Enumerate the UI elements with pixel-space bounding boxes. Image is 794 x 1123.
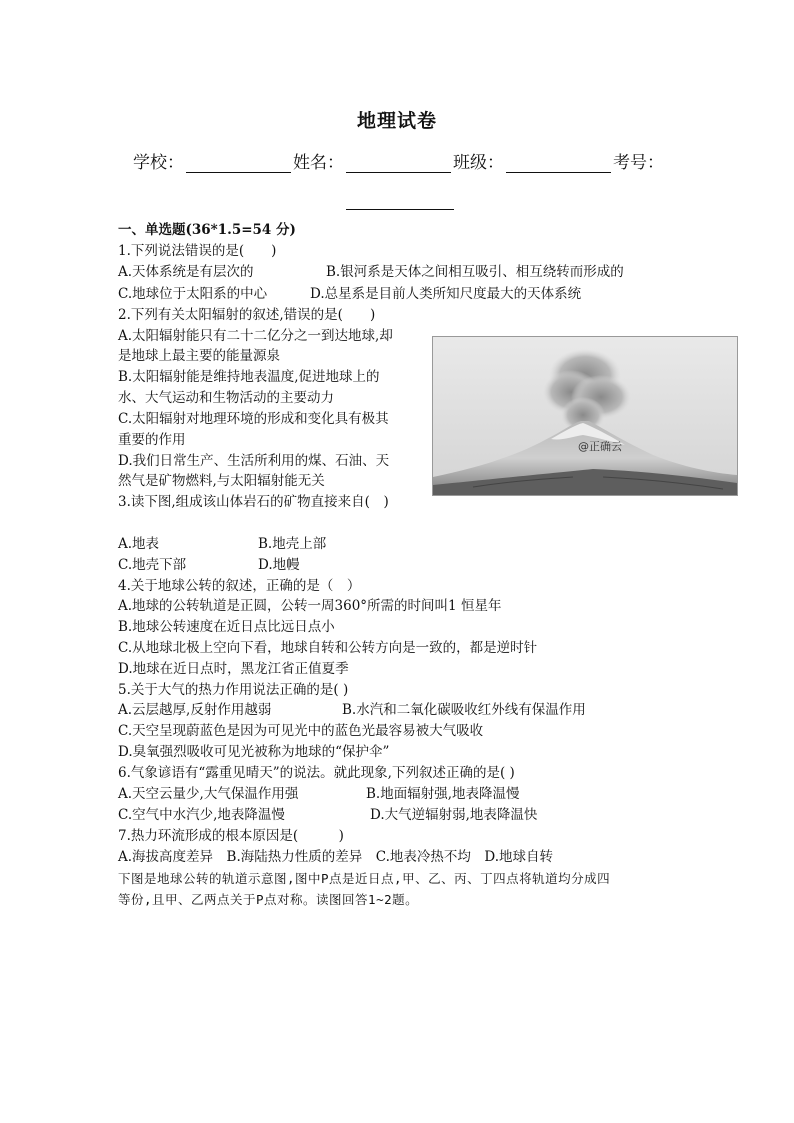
q6-option-c: C.空气中水汽少,地表降温慢	[118, 807, 285, 823]
student-info-line	[133, 148, 664, 173]
q6-stem: 6.气象谚语有“露重见晴天”的说法。就此现象,下列叙述正确的是( )	[118, 765, 515, 781]
q2-option-d-line1: D.我们日常生产、生活所利用的煤、石油、天	[118, 453, 390, 469]
q3-option-c: C.地壳下部	[118, 557, 187, 573]
volcano-illustration	[433, 337, 737, 495]
figure-note-line2: 等份,且甲、乙两点关于P点对称。读图回答1~2题。	[118, 892, 419, 907]
name-label: 姓名：	[293, 153, 344, 173]
q1-option-a: A.天体系统是有层次的	[118, 264, 254, 280]
q4-stem: 4.关于地球公转的叙述，正确的是（ ）	[118, 578, 361, 594]
volcano-image	[432, 336, 738, 496]
q2-option-c-line2: 重要的作用	[118, 432, 186, 448]
q1-stem: 1.下列说法错误的是( )	[118, 243, 277, 259]
q4-option-a: A.地球的公转轨道是正圆，公转一周360°所需的时间叫1 恒星年	[118, 598, 502, 614]
q2-option-d-line2: 然气是矿物燃料,与太阳辐射能无关	[118, 473, 325, 489]
q2-option-b-line2: 水、大气运动和生物活动的主要动力	[118, 390, 334, 406]
q3-stem: 3.读下图,组成该山体岩石的矿物直接来自( )	[118, 494, 389, 510]
q7-stem: 7.热力环流形成的根本原因是( )	[118, 828, 344, 844]
q6-option-b: B.地面辐射强,地表降温慢	[366, 786, 520, 802]
q4-option-c: C.从地球北极上空向下看，地球自转和公转方向是一致的，都是逆时针	[118, 640, 538, 656]
q3-option-a: A.地表	[118, 536, 160, 552]
school-blank[interactable]	[186, 154, 291, 173]
section-heading: 一、单选题(36*1.5=54 分)	[118, 222, 296, 238]
q5-option-b: B.水汽和二氧化碳吸收红外线有保温作用	[342, 702, 586, 718]
exam-no-blank[interactable]	[346, 209, 454, 210]
q3-option-b: B.地壳上部	[258, 536, 327, 552]
q4-option-b: B.地球公转速度在近日点比远日点小	[118, 619, 335, 635]
school-label: 学校：	[133, 153, 184, 173]
q1-option-b: B.银河系是天体之间相互吸引、相互绕转而形成的	[326, 264, 624, 280]
q2-option-a-line1: A.太阳辐射能只有二十二亿分之一到达地球,却	[118, 328, 393, 344]
q5-stem: 5.关于大气的热力作用说法正确的是( )	[118, 682, 349, 698]
figure-note-line1: 下图是地球公转的轨道示意图,图中P点是近日点,甲、乙、丙、丁四点将轨道均分成四	[118, 871, 611, 886]
q7-options: A.海拔高度差异 B.海陆热力性质的差异 C.地表冷热不均 D.地球自转	[118, 849, 554, 865]
class-blank[interactable]	[506, 154, 611, 173]
q5-option-c: C.天空呈现蔚蓝色是因为可见光中的蓝色光最容易被大气吸收	[118, 723, 484, 739]
q1-option-d: D.总星系是目前人类所知尺度最大的天体系统	[310, 286, 582, 302]
page-title: 地理试卷	[356, 110, 437, 132]
q6-option-a: A.天空云量少,大气保温作用强	[118, 786, 299, 802]
exam-no-label: 考号：	[613, 153, 664, 173]
q2-option-c-line1: C.太阳辐射对地理环境的形成和变化具有极其	[118, 411, 389, 427]
q3-option-d: D.地幔	[258, 557, 300, 573]
q2-option-a-line2: 是地球上最主要的能量源泉	[118, 348, 280, 364]
q2-option-b-line1: B.太阳辐射能是维持地表温度,促进地球上的	[118, 369, 380, 385]
q5-option-a: A.云层越厚,反射作用越弱	[118, 702, 272, 718]
q5-option-d: D.臭氧强烈吸收可见光被称为地球的“保护伞”	[118, 744, 390, 760]
q4-option-d: D.地球在近日点时，黑龙江省正值夏季	[118, 661, 349, 677]
q6-option-d: D.大气逆辐射弱,地表降温快	[370, 807, 538, 823]
class-label: 班级：	[453, 153, 504, 173]
q2-stem: 2.下列有关太阳辐射的叙述,错误的是( )	[118, 307, 376, 323]
q1-option-c: C.地球位于太阳系的中心	[118, 286, 268, 302]
name-blank[interactable]	[346, 154, 451, 173]
image-watermark: @正确云	[578, 440, 622, 453]
